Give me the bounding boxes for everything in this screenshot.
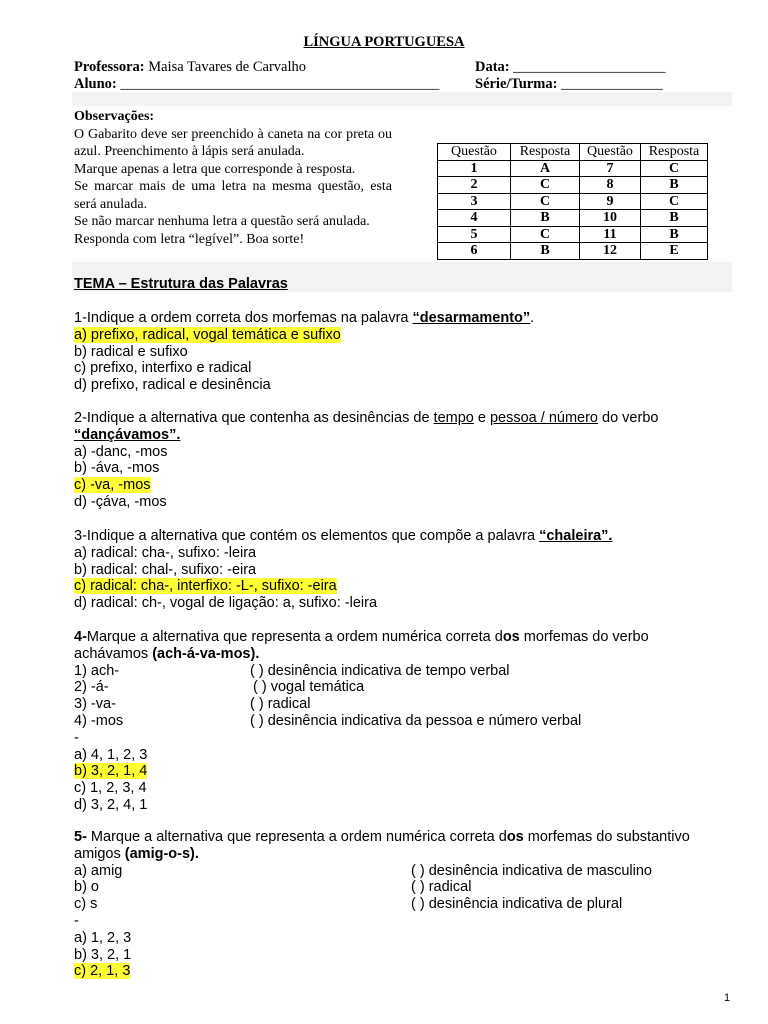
match-desc[interactable]: ( ) radical [411, 879, 472, 896]
option-d[interactable]: d) 3, 2, 4, 1 [74, 796, 148, 813]
table-row [438, 226, 708, 243]
question-bold: os [502, 629, 520, 645]
option-a[interactable] [74, 327, 744, 344]
match-item: b) o [74, 879, 99, 896]
observations-heading: Observações: [74, 109, 155, 124]
question-5 [74, 829, 744, 980]
option-c[interactable] [74, 578, 744, 595]
table-cell: 2 [438, 177, 511, 194]
student-blank: ____________________________________________ [120, 76, 440, 92]
separator-dash: - [74, 729, 79, 746]
answer-key-table [437, 143, 708, 260]
match-row [74, 713, 744, 730]
theme-heading: TEMA – Estrutura das Palavras [74, 276, 288, 292]
table-row [438, 193, 708, 210]
option-b[interactable]: b) 3, 2, 1 [74, 946, 132, 963]
page-number: 1 [724, 992, 731, 1004]
option-a[interactable]: a) -danc, -mos [74, 443, 168, 460]
option-label: c) radical: cha-, interfixo: -L-, sufixo: -eira [74, 578, 337, 595]
question-suffix: . [530, 310, 535, 326]
table-row [438, 243, 708, 260]
question-text [74, 829, 744, 846]
question-prefix: 1-Indique a ordem correta dos morfemas na palavra [74, 310, 413, 326]
table-cell: C [511, 226, 580, 243]
question-text [74, 410, 744, 427]
option-c[interactable]: c) prefixo, interfixo e radical [74, 360, 252, 377]
question-word: “chaleira”. [539, 528, 613, 544]
match-row [74, 896, 744, 913]
class-line [475, 75, 663, 93]
match-item: 4) -mos [74, 712, 124, 729]
question-prefix: Marque a alternativa que representa a ordem numérica correta d [86, 629, 503, 645]
class-label: Série/Turma: [475, 76, 558, 92]
table-cell: 9 [580, 193, 641, 210]
shade-band-top [72, 92, 732, 106]
class-blank: ______________ [561, 76, 663, 92]
question-word: “dançávamos”. [74, 426, 181, 443]
option-label: c) -va, -mos [74, 477, 151, 494]
header-cell: Questão [580, 144, 641, 161]
table-cell: 3 [438, 193, 511, 210]
underlined-term: pessoa / número [489, 410, 598, 426]
teacher-line [74, 58, 306, 76]
date-line [475, 58, 666, 76]
match-row [74, 879, 744, 896]
option-c[interactable] [74, 477, 744, 494]
header-cell: Resposta [511, 144, 580, 161]
question-bold: os [506, 829, 524, 845]
option-d[interactable]: d) -çáva, -mos [74, 493, 167, 510]
observation-line: Se marcar mais de uma letra na mesma questão, esta será anulada. [74, 179, 392, 212]
student-line [74, 75, 439, 93]
date-label: Data: [475, 59, 510, 75]
table-cell: B [641, 226, 708, 243]
match-desc[interactable]: ( ) vogal temática [253, 679, 365, 696]
table-cell: 4 [438, 210, 511, 227]
table-cell: 1 [438, 160, 511, 177]
table-cell: 11 [580, 226, 641, 243]
teacher-label: Professora: [74, 59, 145, 75]
table-cell: C [641, 193, 708, 210]
table-cell: 5 [438, 226, 511, 243]
table-cell: 7 [580, 160, 641, 177]
question-line2: achávamos [74, 645, 153, 662]
table-cell: B [511, 210, 580, 227]
question-suffix: morfemas do verbo [519, 629, 649, 645]
question-suffix: do verbo [598, 410, 659, 426]
question-3 [74, 528, 744, 612]
match-item: 2) -á- [74, 679, 109, 696]
question-text-line2 [74, 846, 744, 863]
option-a[interactable]: a) radical: cha-, sufixo: -leira [74, 544, 257, 561]
question-prefix: 2-Indique a alternativa que contenha as desinências de [74, 410, 434, 426]
question-text-line2 [74, 646, 744, 663]
match-desc[interactable]: ( ) desinência indicativa da pessoa e número verbal [250, 712, 582, 729]
table-cell: B [641, 210, 708, 227]
table-row [438, 160, 708, 177]
match-item: 1) ach- [74, 662, 120, 679]
question-line2: amigos [74, 845, 125, 862]
match-row [74, 696, 744, 713]
table-cell: A [511, 160, 580, 177]
match-desc[interactable]: ( ) desinência indicativa de plural [411, 896, 623, 913]
table-row [438, 210, 708, 227]
question-1 [74, 310, 744, 394]
table-cell: C [511, 193, 580, 210]
match-row [74, 863, 744, 880]
question-word: (amig-o-s). [124, 845, 199, 862]
question-text [74, 310, 744, 327]
question-word: (ach-á-va-mos). [152, 645, 260, 662]
question-text [74, 629, 744, 646]
date-blank: _____________________ [513, 59, 666, 75]
option-b[interactable]: b) -áva, -mos [74, 460, 160, 477]
question-prefix: 3-Indique a alternativa que contém os elementos que compõe a palavra [74, 528, 540, 544]
option-label: b) 3, 2, 1, 4 [74, 763, 148, 780]
table-row [438, 177, 708, 194]
match-desc[interactable]: ( ) desinência indicativa de tempo verbal [250, 662, 510, 679]
option-d[interactable]: d) prefixo, radical e desinência [74, 377, 271, 394]
separator-dash: - [74, 912, 79, 929]
question-4 [74, 629, 744, 814]
option-label: c) 2, 1, 3 [74, 963, 131, 980]
option-b[interactable]: b) radical: chal-, sufixo: -eira [74, 561, 257, 578]
question-2 [74, 410, 744, 511]
underlined-term: tempo [433, 410, 474, 426]
question-number: 4- [74, 629, 87, 645]
match-item: c) s [74, 896, 98, 913]
table-cell: 8 [580, 177, 641, 194]
match-desc[interactable]: ( ) desinência indicativa de masculino [411, 862, 652, 879]
table-cell: E [641, 243, 708, 260]
teacher-name: Maisa Tavares de Carvalho [148, 59, 306, 75]
answer-key-header-row [438, 144, 708, 161]
match-item: a) amig [74, 862, 123, 879]
header-cell: Resposta [641, 144, 708, 161]
question-prefix: Marque a alternativa que representa a ordem numérica correta d [86, 829, 507, 845]
question-suffix: morfemas do substantivo [523, 829, 690, 845]
option-b[interactable]: b) radical e sufixo [74, 343, 188, 360]
student-label: Aluno: [74, 76, 117, 92]
match-row [74, 663, 744, 680]
observation-line: O Gabarito deve ser preenchido à caneta na cor preta ou azul. Preenchimento à lápis será anulada. [74, 126, 392, 159]
observations [74, 108, 392, 248]
observation-line: Marque apenas a letra que corresponde à resposta. [74, 161, 356, 177]
match-item: 3) -va- [74, 696, 116, 713]
question-text [74, 528, 744, 545]
observation-line: Se não marcar nenhuma letra a questão será anulada. [74, 214, 370, 229]
table-cell: 10 [580, 210, 641, 227]
table-cell: C [641, 160, 708, 177]
question-text-line2 [74, 427, 744, 444]
match-desc[interactable]: ( ) radical [250, 696, 311, 713]
table-cell: 6 [438, 243, 511, 260]
table-cell: 12 [580, 243, 641, 260]
option-d[interactable]: d) radical: ch-, vogal de ligação: a, sufixo: -leira [74, 595, 378, 612]
option-a[interactable]: a) 4, 1, 2, 3 [74, 746, 148, 763]
option-c[interactable] [74, 963, 744, 980]
table-cell: B [641, 177, 708, 194]
option-b[interactable] [74, 763, 744, 780]
header-cell: Questão [438, 144, 511, 161]
question-number: 5- [74, 829, 87, 845]
table-cell: B [511, 243, 580, 260]
option-c[interactable]: c) 1, 2, 3, 4 [74, 780, 147, 797]
table-cell: C [511, 177, 580, 194]
match-row [74, 679, 744, 696]
question-word: “desarmamento” [412, 310, 531, 326]
option-a[interactable]: a) 1, 2, 3 [74, 929, 132, 946]
option-label: a) prefixo, radical, vogal temática e sufixo [74, 326, 341, 343]
observation-line: Responda com letra “legível”. Boa sorte! [74, 231, 305, 247]
page-title: LÍNGUA PORTUGUESA [303, 34, 465, 50]
question-connector: e [473, 410, 490, 426]
